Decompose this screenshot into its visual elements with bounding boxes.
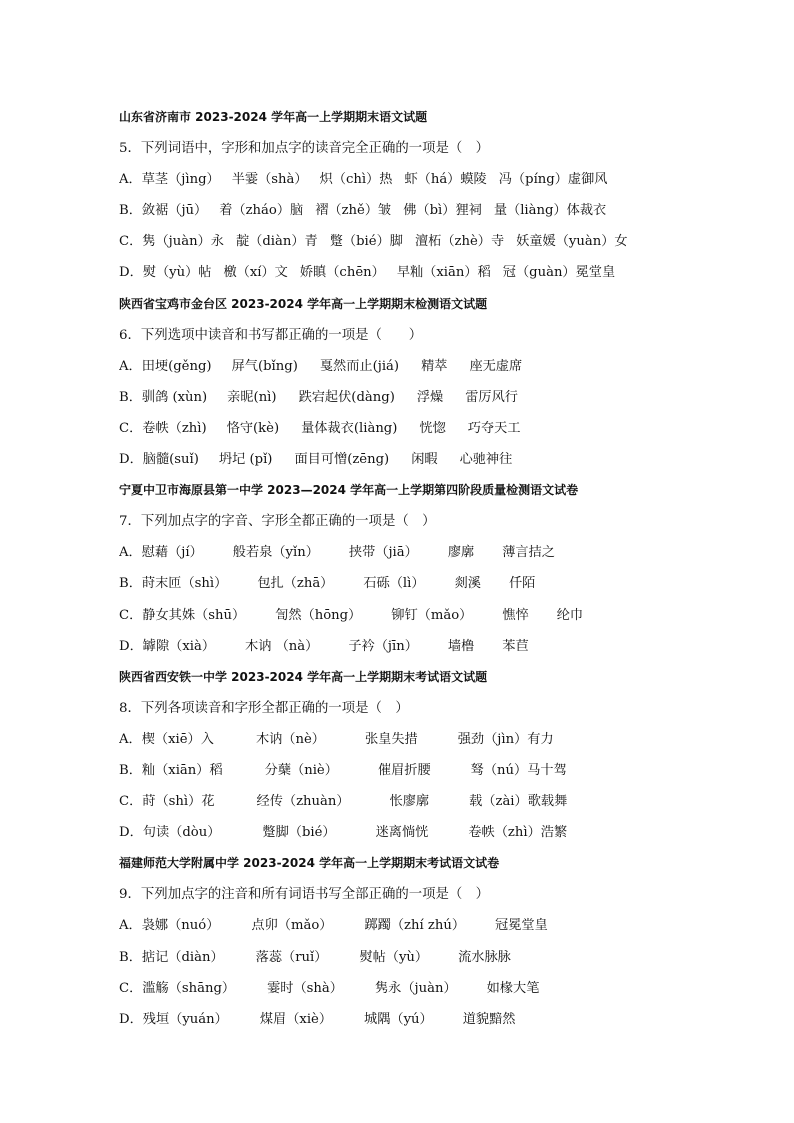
option-item: 道貌黯然	[462, 1011, 516, 1027]
option-item: 屏气(bǐng)	[231, 358, 298, 374]
answer-option	[119, 444, 679, 475]
option-item: 量（liàng）体裁衣	[493, 203, 607, 219]
option-letter: A．	[119, 731, 142, 747]
option-item: 褶（zhě）皱	[315, 203, 392, 219]
option-item: 妖童媛（yuàn）女	[516, 234, 628, 250]
option-item: 薄言拮之	[502, 545, 555, 561]
answer-option	[119, 786, 679, 817]
answer-option	[119, 226, 679, 257]
source-heading: 宁夏中卫市海原县第一中学 2023—2024 学年高一上学期第四阶段质量检测语文试卷	[119, 483, 579, 498]
option-item: 驯鸽 (xùn)	[141, 389, 208, 405]
option-item: 木讷（nè）	[255, 731, 325, 747]
option-item: 滥觞（shāng）	[142, 980, 236, 996]
option-letter: C．	[119, 794, 143, 810]
option-letter: C．	[119, 607, 143, 623]
option-item: 敛裾（jū）	[141, 203, 208, 219]
answer-option	[119, 973, 679, 1004]
option-item: 包扎（zhā）	[257, 576, 334, 592]
option-item: 恍惚	[419, 420, 446, 436]
option-item: 城隅（yú）	[364, 1011, 433, 1027]
option-item: 慰藉（jí）	[141, 545, 203, 561]
option-item: 早籼（xiān）稻	[396, 265, 491, 281]
option-letter: A．	[119, 545, 142, 561]
option-item: 如椽大笔	[486, 980, 540, 996]
option-item: 驽（nú）马十驾	[470, 762, 567, 778]
option-item: 墙橹	[447, 638, 475, 654]
option-item: 点卯（mǎo）	[251, 918, 333, 934]
option-item: 草茎（jìng）	[141, 172, 220, 188]
option-item: 卷帙（zhì)	[142, 420, 207, 436]
option-item: 冠冕堂皇	[495, 918, 548, 934]
option-item: 迷离惝恍	[375, 825, 429, 841]
option-item: 半霎（shà）	[231, 172, 308, 188]
option-item: 石砾（lì）	[363, 576, 425, 592]
answer-option	[119, 600, 679, 631]
option-item: 般若泉（yǐn）	[232, 545, 319, 561]
option-item: 残垣（yuán）	[142, 1011, 228, 1027]
answer-option	[119, 631, 679, 662]
option-letter: B．	[119, 576, 142, 592]
answer-option	[119, 382, 679, 413]
option-letter: B．	[119, 762, 142, 778]
option-item: 跌宕起伏(dàng)	[298, 389, 395, 405]
option-item: 廖廓	[447, 545, 475, 561]
option-item: 莳末匝（shì）	[141, 576, 228, 592]
option-item: 憔悴	[502, 607, 529, 623]
answer-option	[119, 942, 679, 973]
option-item: 落蕊（ruǐ）	[255, 949, 328, 965]
answer-option	[119, 568, 679, 599]
option-letter: D．	[119, 452, 143, 468]
option-item: 流水脉脉	[458, 949, 511, 965]
option-item: 娇瞋（chēn）	[299, 265, 385, 281]
option-item: 熨（yù）帖	[142, 265, 212, 281]
option-item: 踯躅（zhí zhú）	[364, 918, 466, 934]
answer-option	[119, 164, 679, 195]
option-letter: C．	[119, 980, 143, 996]
option-item: 隽（juàn）永	[142, 234, 224, 250]
option-item: 恪守(kè)	[226, 420, 280, 436]
option-letter: B．	[119, 203, 142, 219]
source-heading: 陕西省西安铁一中学 2023-2024 学年高一上学期期末考试语文试题	[119, 669, 488, 684]
answer-option	[119, 910, 679, 941]
option-item: 面目可憎(zēng)	[294, 452, 390, 468]
option-item: 浮燥	[416, 389, 444, 405]
option-item: 檄（xí）文	[223, 265, 288, 281]
option-item: 卷帙（zhì）浩繁	[468, 825, 568, 841]
option-item: 熨帖（yù）	[359, 949, 429, 965]
option-item: 铆钉（mǎo）	[391, 607, 473, 623]
document-content	[119, 102, 679, 1035]
option-letter: D．	[119, 825, 143, 841]
option-item: 佛（bì）狸祠	[403, 203, 482, 219]
option-item: 霎时（shà）	[267, 980, 343, 996]
option-item: 坍圮 (pǐ)	[218, 452, 273, 468]
option-letter: A．	[119, 918, 142, 934]
option-item: 虾（há）蟆陵	[404, 172, 487, 188]
option-letter: D．	[119, 638, 143, 654]
option-item: 巧夺天工	[467, 420, 521, 436]
option-item: 着（zháo）脑	[219, 203, 304, 219]
option-item: 闲暇	[411, 452, 438, 468]
option-item: 子衿（jīn）	[348, 638, 418, 654]
option-item: 罅隙（xià）	[142, 638, 216, 654]
option-item: 籼（xiān）稻	[141, 762, 223, 778]
option-item: 蹩脚（bié）	[262, 825, 336, 841]
option-item: 分蘖（niè）	[264, 762, 338, 778]
option-item: 冯（píng）虚御风	[498, 172, 608, 188]
question-stem: 9．下列加点字的注音和所有词语书写全部正确的一项是（ ）	[119, 887, 490, 903]
option-item: 掂记（diàn）	[141, 949, 224, 965]
option-item: 仟陌	[508, 576, 536, 592]
answer-option	[119, 257, 679, 288]
option-item: 剡溪	[454, 576, 481, 592]
source-heading: 陕西省宝鸡市金台区 2023-2024 学年高一上学期期末检测语文试题	[119, 296, 488, 311]
question-stem: 5．下列词语中，字形和加点字的读音完全正确的一项是（ ）	[119, 141, 490, 157]
option-letter: C．	[119, 420, 143, 436]
option-item: 心驰神往	[459, 452, 513, 468]
option-item: 纶巾	[556, 607, 584, 623]
option-item: 苯苣	[502, 638, 529, 654]
option-item: 怅廖廓	[389, 794, 430, 810]
source-heading: 福建师范大学附属中学 2023-2024 学年高一上学期期末考试语文试卷	[119, 856, 500, 871]
option-item: 经传（zhuàn）	[256, 794, 350, 810]
answer-option	[119, 537, 679, 568]
option-item: 戛然而止(jiá)	[319, 358, 400, 374]
option-letter: B．	[119, 389, 142, 405]
option-item: 脑髓(suǐ)	[142, 452, 199, 468]
answer-option	[119, 724, 679, 755]
option-letter: A．	[119, 358, 142, 374]
option-item: 蹩（bié）脚	[329, 234, 403, 250]
option-item: 澶柘（zhè）寺	[414, 234, 505, 250]
option-item: 强劲（jìn）有力	[457, 731, 554, 747]
option-item: 靛（diàn）青	[235, 234, 318, 250]
option-letter: D．	[119, 265, 143, 281]
option-item: 挟带（jiā）	[348, 545, 418, 561]
option-item: 隽永（juàn）	[374, 980, 457, 996]
option-item: 莳（shì）花	[142, 794, 215, 810]
option-letter: B．	[119, 949, 142, 965]
source-heading: 山东省济南市 2023-2024 学年高一上学期期末语文试题	[119, 110, 428, 124]
question-stem: 6．下列选项中读音和书写都正确的一项是（ ）	[119, 327, 423, 343]
option-item: 精萃	[421, 358, 448, 374]
option-item: 载（zài）歌载舞	[469, 794, 568, 810]
answer-option	[119, 413, 679, 444]
option-item: 句读（dòu）	[142, 825, 221, 841]
option-item: 静女其姝（shū）	[142, 607, 246, 623]
answer-option	[119, 195, 679, 226]
option-item: 雷厉风行	[465, 389, 518, 405]
option-item: 袅娜（nuó）	[141, 918, 220, 934]
option-item: 催眉折腰	[377, 762, 431, 778]
answer-option	[119, 1004, 679, 1035]
option-item: 訇然（hōng）	[275, 607, 362, 623]
option-item: 张皇失措	[365, 731, 418, 747]
option-item: 煤眉（xiè）	[259, 1011, 333, 1027]
question-stem: 8．下列各项读音和字形全都正确的一项是（ ）	[119, 700, 409, 716]
option-letter: A．	[119, 172, 142, 188]
option-item: 炽（chì）热	[319, 172, 393, 188]
option-item: 田埂(gěng)	[141, 358, 212, 374]
option-item: 座无虚席	[469, 358, 523, 374]
answer-option	[119, 755, 679, 786]
option-item: 量体裁衣(liàng)	[301, 420, 398, 436]
option-letter: D．	[119, 1011, 143, 1027]
option-item: 楔（xiē）入	[141, 731, 214, 747]
option-item: 冠（guàn）冕堂皇	[502, 265, 616, 281]
answer-option	[119, 817, 679, 848]
option-item: 亲昵(nì)	[227, 389, 277, 405]
answer-option	[119, 351, 679, 382]
option-item: 木讷 （nà）	[245, 638, 319, 654]
question-stem: 7．下列加点字的字音、字形全都正确的一项是（ ）	[119, 514, 436, 530]
option-letter: C．	[119, 234, 143, 250]
